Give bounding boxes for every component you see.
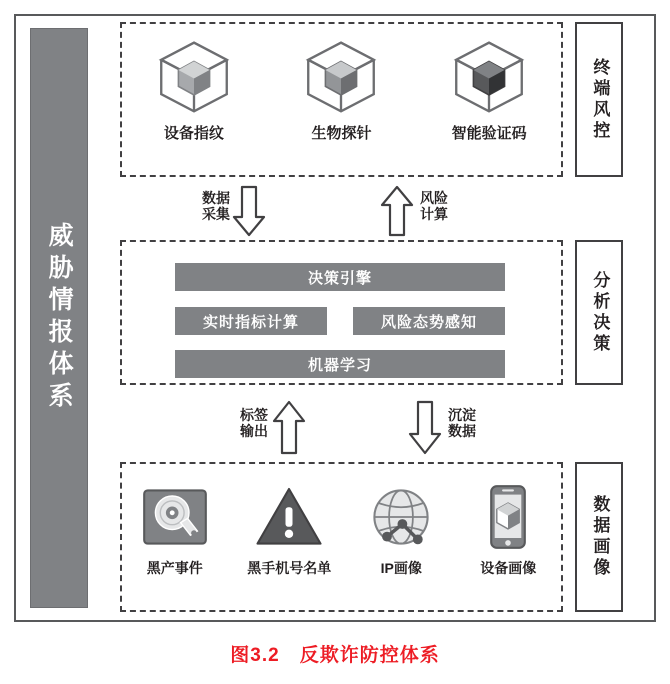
bar-decision-engine: 决策引擎 [175,263,505,291]
data-item-ip-profile [349,482,454,578]
figure-caption: 图3.2 反欺诈防控体系 [230,645,440,666]
terminal-item-label: 智能验证码 [451,125,527,142]
arrow-label-line1: 数据 [202,190,230,206]
arrow-label-line1: 风险 [420,190,448,206]
side-label-terminal [575,22,623,177]
terminal-icon-row [120,38,563,143]
cube-icon [450,38,528,116]
arrow-label-sediment-data [448,407,476,439]
arrow-tag-output [272,400,306,460]
data-item-label: 黑手机号名单 [247,560,332,576]
arrow-label-line1: 标签 [240,407,268,423]
data-item-blacklist-phone-numbers [230,482,349,578]
bar-risk-situation-awareness: 风险态势感知 [353,307,505,335]
arrow-label-tag-output [228,407,268,439]
cube-icon [302,38,380,116]
data-icon-row [120,482,563,578]
bar-machine-learning: 机器学习 [175,350,505,378]
terminal-item-label: 设备指纹 [163,125,224,142]
side-label-terminal-text: 终端风控 [590,57,610,142]
disk-icon [140,482,210,552]
arrow-label-line2: 计算 [420,206,448,223]
arrow-label-risk-calculation [420,190,448,222]
warning-icon [254,482,324,552]
arrow-data-collection [232,185,266,242]
side-label-analysis-text: 分析决策 [590,270,610,355]
arrow-sediment-data [408,400,442,460]
arrow-down-icon [232,185,266,237]
arrow-label-line2: 输出 [240,423,268,440]
bar-realtime-metric-calculation: 实时指标计算 [175,307,327,335]
arrow-label-line2: 采集 [202,206,230,223]
threat-intelligence-banner [30,28,88,608]
arrow-label-data-collection [190,190,230,222]
data-item-black-industry-events [120,482,230,578]
side-label-data-text: 数据画像 [590,495,610,579]
cube-icon [155,38,233,116]
terminal-item-bio-probe [271,38,411,143]
arrow-risk-calculation [380,185,414,242]
side-label-data [575,462,623,612]
threat-intelligence-banner-label: 威胁情报体系 [45,222,74,414]
terminal-item-label: 生物探针 [311,125,372,142]
data-item-label: 黑产事件 [146,560,203,576]
data-item-device-profile [453,482,563,578]
data-item-label: 设备画像 [480,560,537,576]
terminal-item-smart-captcha [419,38,559,143]
arrow-up-icon [380,185,414,237]
terminal-item-device-fingerprint [124,38,264,143]
arrow-label-line2: 数据 [448,423,476,440]
globe-icon [366,482,436,552]
data-item-label: IP画像 [380,560,422,576]
side-label-analysis [575,240,623,385]
arrow-down-icon [408,400,442,455]
arrow-label-line1: 沉淀 [448,407,476,423]
phone-icon [473,482,543,552]
arrow-up-icon [272,400,306,455]
